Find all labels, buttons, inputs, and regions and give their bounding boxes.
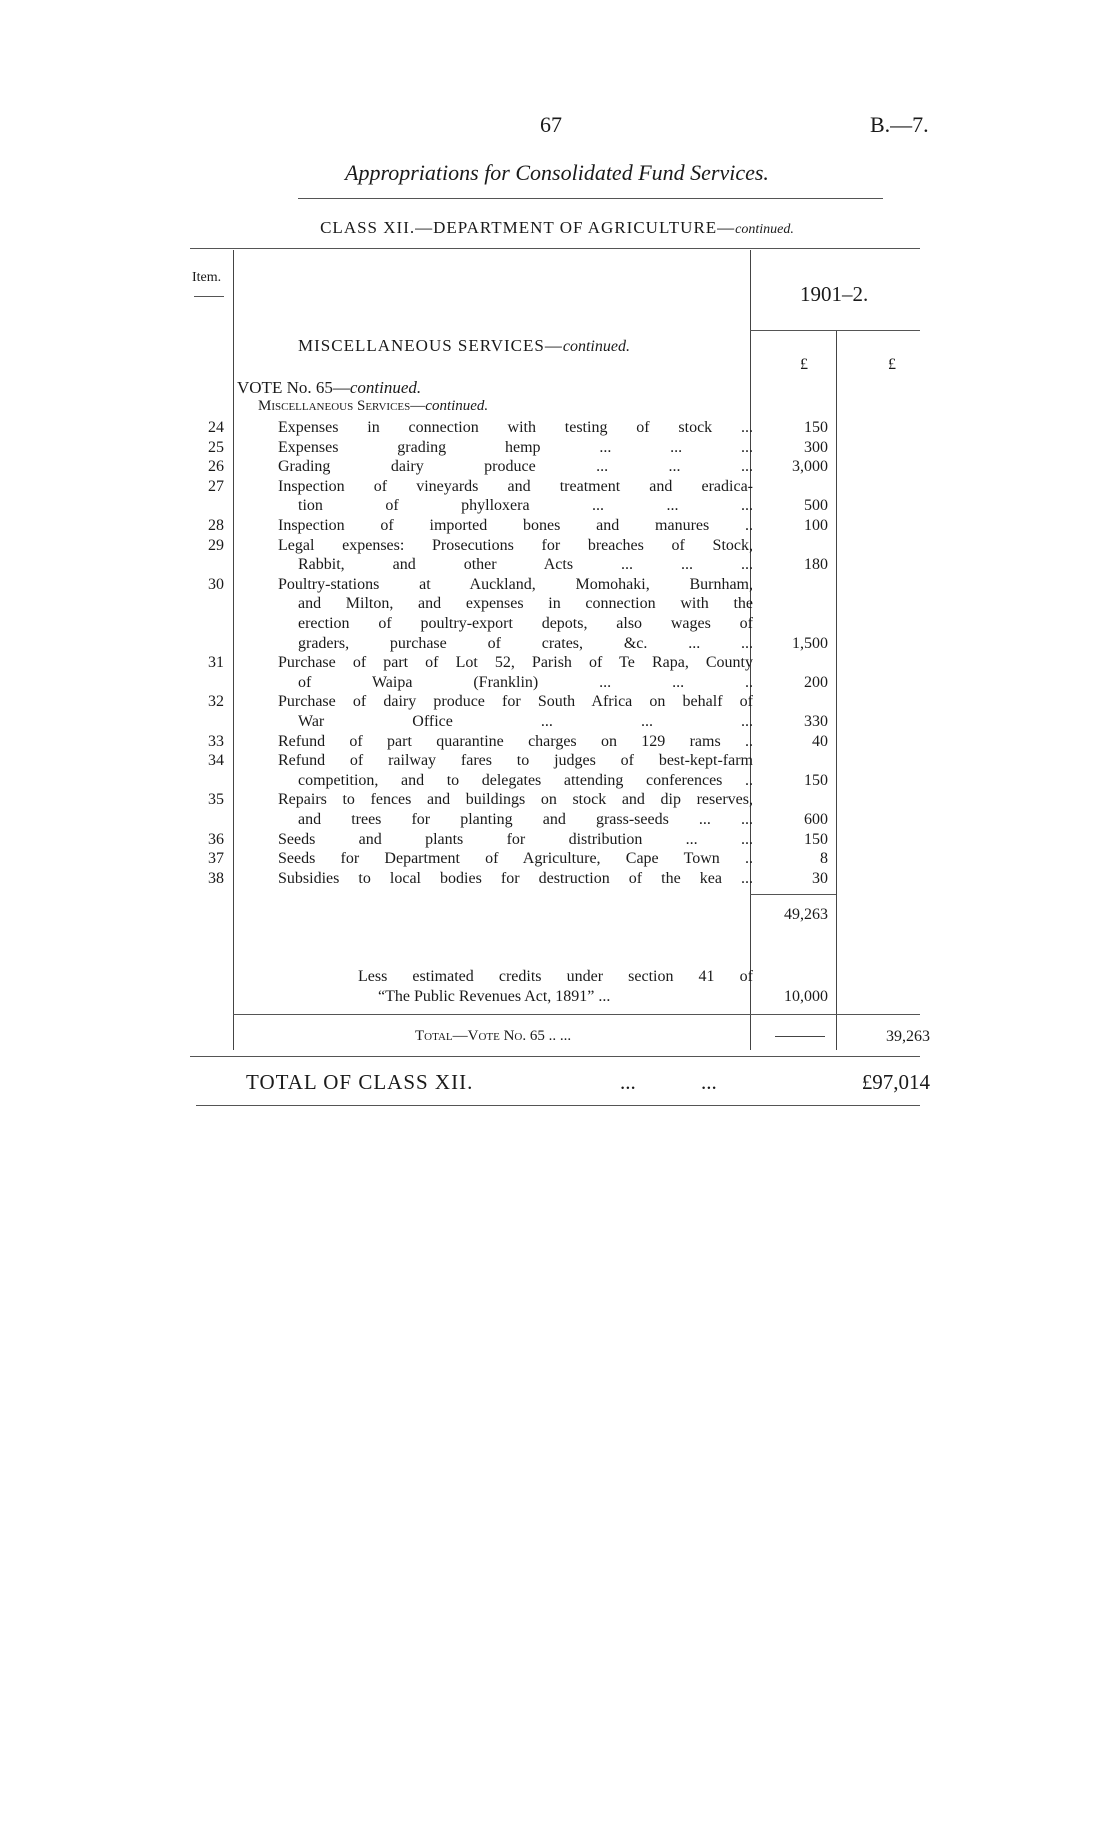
item-number: 27 xyxy=(208,477,224,495)
item-description-line: Rabbit, and other Acts ... ... ... xyxy=(298,556,753,574)
item-number: 29 xyxy=(208,536,224,554)
total-vote-dash xyxy=(775,1036,825,1037)
item-description-line: Refund of part quarantine charges on 129 rams .. xyxy=(278,732,753,750)
item-description xyxy=(278,418,753,438)
item-description-line: Repairs to fences and buildings on stock and dip reserves, xyxy=(278,791,753,809)
item-description xyxy=(278,438,753,458)
item-amount: 150 xyxy=(804,419,828,436)
item-description xyxy=(278,732,753,752)
item-description xyxy=(278,869,753,889)
item-description xyxy=(278,536,753,575)
item-description xyxy=(278,516,753,536)
item-description-line: tion of phylloxera ... ... ... xyxy=(298,497,753,515)
item-description xyxy=(278,790,753,829)
class-heading xyxy=(0,218,1114,238)
less-credits-amount: 10,000 xyxy=(784,988,828,1005)
currency-symbol-detail: £ xyxy=(800,356,808,373)
item-number: 33 xyxy=(208,732,224,750)
currency-symbol-total: £ xyxy=(888,356,896,373)
less-credits-line-2: “The Public Revenues Act, 1891” ... xyxy=(378,988,611,1005)
section-title-suffix: continued. xyxy=(562,338,630,355)
item-description xyxy=(278,457,753,477)
less-credits-line-1: Less estimated credits under section 41 of xyxy=(358,968,753,985)
item-number: 38 xyxy=(208,869,224,887)
item-number: 34 xyxy=(208,752,224,770)
item-amount: 330 xyxy=(804,713,828,730)
item-description-line: Purchase of dairy produce for South Africa on behalf of xyxy=(278,693,753,711)
vote-label-suffix: continued. xyxy=(349,378,422,397)
item-amount: 3,000 xyxy=(792,458,828,476)
item-description-line: Refund of railway fares to judges of best-kept-farm xyxy=(278,752,753,770)
subtotal-amount: 49,263 xyxy=(784,906,828,923)
table-bottom-rule xyxy=(190,1056,920,1057)
item-amount: 600 xyxy=(804,811,828,828)
item-amount: 500 xyxy=(804,497,828,515)
year-header-rule xyxy=(750,330,920,331)
item-number: 37 xyxy=(208,850,224,868)
total-vote-amount: 39,263 xyxy=(886,1028,930,1045)
item-description-line: Inspection of vineyards and treatment and eradica- xyxy=(278,477,753,495)
class-total-label: TOTAL OF CLASS XII. xyxy=(246,1070,474,1094)
item-number: 26 xyxy=(208,458,224,476)
item-amount: 8 xyxy=(820,850,828,868)
item-description-line: and Milton, and expenses in connection with the xyxy=(298,595,753,613)
item-description-line: competition, and to delegates attending conferences .. xyxy=(298,771,753,789)
item-description xyxy=(278,477,753,516)
item-amount: 1,500 xyxy=(792,634,828,652)
item-description-line: Legal expenses: Prosecutions for breaches of Stock, xyxy=(278,536,753,554)
item-amount: 30 xyxy=(812,869,828,887)
vote-label xyxy=(237,378,421,398)
item-number: 32 xyxy=(208,693,224,711)
section-title-text: MISCELLANEOUS SERVICES— xyxy=(298,336,563,355)
misc-services-label xyxy=(258,398,488,415)
item-number: 35 xyxy=(208,791,224,809)
document-reference: B.—7. xyxy=(870,112,929,137)
item-description xyxy=(278,692,753,731)
misc-services-text: Miscellaneous Services— xyxy=(258,398,426,414)
page-number: 67 xyxy=(540,112,562,137)
page-bottom-rule xyxy=(196,1105,920,1106)
item-amount: 180 xyxy=(804,556,828,574)
item-description-line: and trees for planting and grass-seeds ... ... xyxy=(298,810,753,828)
item-description-line: Seeds for Department of Agriculture, Cape Town .. xyxy=(278,850,753,868)
item-description-line: of Waipa (Franklin) ... ... .. xyxy=(298,673,753,691)
year-column-header: 1901–2. xyxy=(800,282,869,306)
amount-column-rule-mid xyxy=(836,330,837,1050)
item-number: 36 xyxy=(208,830,224,848)
page-title: Appropriations for Consolidated Fund Services. xyxy=(345,160,769,185)
item-description xyxy=(278,653,753,692)
item-description xyxy=(278,849,753,869)
class-heading-text: CLASS XII.—DEPARTMENT OF AGRICULTURE— xyxy=(320,218,736,237)
item-description-line: War Office ... ... ... xyxy=(298,712,753,730)
item-description-line: Poultry-stations at Auckland, Momohaki, Burnham, xyxy=(278,575,753,593)
item-description xyxy=(278,830,753,850)
item-description-line: Grading dairy produce ... ... ... xyxy=(278,458,753,476)
subtotal-rule xyxy=(750,894,836,895)
item-amount: 100 xyxy=(804,517,828,534)
item-description-line: Inspection of imported bones and manures .. xyxy=(278,517,753,534)
class-heading-suffix: continued. xyxy=(735,222,794,237)
item-description-line: Purchase of part of Lot 52, Parish of Te Rapa, County xyxy=(278,654,753,672)
vote-label-text: VOTE No. 65— xyxy=(237,378,350,397)
item-description xyxy=(278,575,753,653)
item-amount: 150 xyxy=(804,830,828,848)
total-vote-text: Total—Vote No. 65 .. ... xyxy=(415,1028,572,1044)
item-column-rule xyxy=(233,250,234,1050)
item-column-header: Item. xyxy=(192,270,222,285)
misc-services-suffix: continued. xyxy=(425,398,489,414)
item-amount: 40 xyxy=(812,732,828,750)
item-description-line: Expenses grading hemp ... ... ... xyxy=(278,438,753,456)
item-amount: 150 xyxy=(804,771,828,789)
item-description-line: Seeds and plants for distribution ... ... xyxy=(278,830,753,848)
item-amount: 300 xyxy=(804,438,828,456)
item-description-line: Subsidies to local bodies for destruction of the kea ... xyxy=(278,869,753,887)
item-description-line: Expenses in connection with testing of stock ... xyxy=(278,419,753,436)
section-title xyxy=(298,336,630,356)
item-header-underline xyxy=(194,296,224,297)
total-vote-label xyxy=(415,1028,571,1045)
class-total-leader-dots: ... ... xyxy=(620,1070,717,1094)
item-number: 28 xyxy=(208,517,224,534)
item-number: 30 xyxy=(208,575,224,593)
item-number: 31 xyxy=(208,654,224,672)
class-total-amount: £97,014 xyxy=(861,1070,930,1094)
less-credits-rule xyxy=(233,1014,920,1015)
item-amount: 200 xyxy=(804,673,828,691)
title-rule xyxy=(298,198,883,199)
item-number: 25 xyxy=(208,438,224,456)
item-number: 24 xyxy=(208,419,224,436)
item-description-line: graders, purchase of crates, &c. ... ... xyxy=(298,634,753,652)
table-top-rule xyxy=(190,248,920,249)
item-description-line: erection of poultry-export depots, also wages of xyxy=(298,614,753,632)
item-description xyxy=(278,751,753,790)
